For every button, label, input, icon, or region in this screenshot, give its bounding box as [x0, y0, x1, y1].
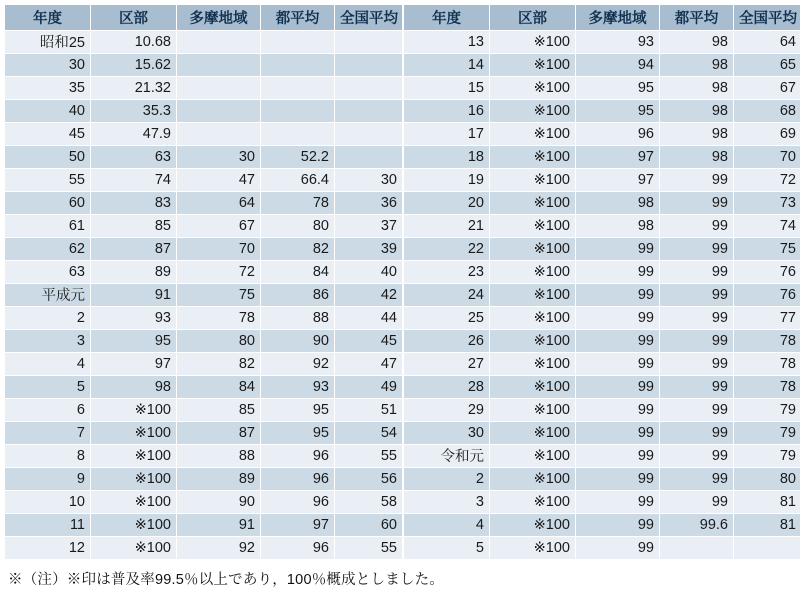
cell-national-avg	[335, 31, 403, 54]
cell-tokyo-avg: 66.4	[261, 169, 335, 192]
cell-tokyo-avg: 98	[660, 77, 734, 100]
cell-national-avg: 54	[335, 422, 403, 445]
cell-year: 8	[5, 445, 91, 468]
table-row	[404, 537, 800, 560]
cell-national-avg	[335, 77, 403, 100]
cell-tama	[177, 77, 261, 100]
cell-ku: ※100	[490, 514, 576, 537]
cell-ku: 95	[91, 330, 177, 353]
cell-year: 24	[404, 284, 490, 307]
table-row	[404, 376, 800, 399]
data-table-right	[403, 4, 800, 560]
cell-tama: 99	[576, 422, 660, 445]
table-row	[5, 31, 403, 54]
cell-ku: ※100	[490, 330, 576, 353]
cell-tokyo-avg: 82	[261, 238, 335, 261]
cell-tokyo-avg: 99	[660, 376, 734, 399]
cell-tokyo-avg: 99	[660, 330, 734, 353]
cell-ku: 85	[91, 215, 177, 238]
cell-ku: 63	[91, 146, 177, 169]
cell-tokyo-avg: 88	[261, 307, 335, 330]
table-row	[5, 353, 403, 376]
cell-year: 11	[5, 514, 91, 537]
table-row	[5, 100, 403, 123]
cell-national-avg: 60	[335, 514, 403, 537]
cell-tama: 99	[576, 330, 660, 353]
cell-tokyo-avg: 92	[261, 353, 335, 376]
cell-tokyo-avg	[261, 123, 335, 146]
table-row	[404, 514, 800, 537]
table-row	[5, 238, 403, 261]
cell-tokyo-avg: 99	[660, 353, 734, 376]
cell-national-avg: 76	[734, 261, 800, 284]
cell-national-avg: 36	[335, 192, 403, 215]
cell-national-avg: 81	[734, 514, 800, 537]
cell-year: 12	[5, 537, 91, 560]
cell-tama: 99	[576, 514, 660, 537]
cell-ku: ※100	[490, 422, 576, 445]
column-header-tokyo-avg: 都平均	[261, 5, 335, 31]
cell-tama: 92	[177, 537, 261, 560]
cell-national-avg: 76	[734, 284, 800, 307]
cell-national-avg: 74	[734, 215, 800, 238]
cell-national-avg: 58	[335, 491, 403, 514]
cell-ku: 47.9	[91, 123, 177, 146]
cell-national-avg: 64	[734, 31, 800, 54]
cell-national-avg	[335, 54, 403, 77]
cell-national-avg: 78	[734, 330, 800, 353]
cell-national-avg: 79	[734, 422, 800, 445]
cell-year: 35	[5, 77, 91, 100]
cell-ku: ※100	[490, 238, 576, 261]
cell-tokyo-avg: 96	[261, 468, 335, 491]
cell-national-avg: 73	[734, 192, 800, 215]
table-row	[404, 54, 800, 77]
cell-year: 平成元	[5, 284, 91, 307]
cell-national-avg: 78	[734, 353, 800, 376]
cell-year: 23	[404, 261, 490, 284]
cell-national-avg: 55	[335, 537, 403, 560]
cell-national-avg: 81	[734, 491, 800, 514]
cell-tokyo-avg: 95	[261, 399, 335, 422]
table-body-left	[5, 31, 403, 560]
cell-tokyo-avg: 97	[261, 514, 335, 537]
cell-tokyo-avg	[261, 54, 335, 77]
cell-ku: ※100	[490, 261, 576, 284]
cell-year: 26	[404, 330, 490, 353]
cell-tama: 67	[177, 215, 261, 238]
cell-year: 5	[404, 537, 490, 560]
cell-ku: 87	[91, 238, 177, 261]
table-row	[404, 192, 800, 215]
cell-tokyo-avg: 99	[660, 491, 734, 514]
cell-tama: 78	[177, 307, 261, 330]
cell-national-avg	[335, 146, 403, 169]
cell-tama: 96	[576, 123, 660, 146]
cell-tokyo-avg: 95	[261, 422, 335, 445]
cell-tokyo-avg: 93	[261, 376, 335, 399]
cell-tama	[177, 123, 261, 146]
table-row	[5, 399, 403, 422]
column-header-year: 年度	[5, 5, 91, 31]
cell-national-avg: 44	[335, 307, 403, 330]
table-row	[404, 169, 800, 192]
cell-national-avg: 75	[734, 238, 800, 261]
cell-year: 45	[5, 123, 91, 146]
table-row	[5, 445, 403, 468]
cell-year: 4	[5, 353, 91, 376]
cell-ku: ※100	[490, 146, 576, 169]
cell-tokyo-avg: 99.6	[660, 514, 734, 537]
cell-tokyo-avg: 99	[660, 169, 734, 192]
cell-national-avg: 80	[734, 468, 800, 491]
cell-tama: 93	[576, 31, 660, 54]
cell-ku: 35.3	[91, 100, 177, 123]
cell-national-avg: 42	[335, 284, 403, 307]
table-row	[5, 261, 403, 284]
table-row	[404, 353, 800, 376]
cell-tokyo-avg: 80	[261, 215, 335, 238]
table-row	[404, 399, 800, 422]
cell-ku: ※100	[490, 491, 576, 514]
cell-ku: ※100	[490, 284, 576, 307]
cell-ku: ※100	[490, 31, 576, 54]
cell-tama: 89	[177, 468, 261, 491]
table-row	[404, 422, 800, 445]
cell-year: 7	[5, 422, 91, 445]
cell-tokyo-avg	[261, 31, 335, 54]
cell-national-avg: 45	[335, 330, 403, 353]
cell-year: 62	[5, 238, 91, 261]
cell-tokyo-avg: 98	[660, 54, 734, 77]
cell-year: 63	[5, 261, 91, 284]
cell-national-avg: 56	[335, 468, 403, 491]
cell-year: 14	[404, 54, 490, 77]
cell-national-avg: 65	[734, 54, 800, 77]
table-row	[404, 77, 800, 100]
cell-national-avg	[335, 123, 403, 146]
cell-tokyo-avg: 99	[660, 284, 734, 307]
cell-ku: 15.62	[91, 54, 177, 77]
cell-ku: 98	[91, 376, 177, 399]
cell-tama: 47	[177, 169, 261, 192]
table-row	[404, 123, 800, 146]
cell-year: 28	[404, 376, 490, 399]
cell-year: 5	[5, 376, 91, 399]
table-row	[404, 468, 800, 491]
cell-ku: ※100	[91, 491, 177, 514]
table-row	[404, 238, 800, 261]
cell-tama: 95	[576, 77, 660, 100]
cell-ku: ※100	[490, 353, 576, 376]
table-row	[5, 468, 403, 491]
cell-year: 30	[404, 422, 490, 445]
cell-ku: 97	[91, 353, 177, 376]
cell-tama: 98	[576, 215, 660, 238]
cell-year: 3	[404, 491, 490, 514]
cell-year: 29	[404, 399, 490, 422]
cell-tama: 80	[177, 330, 261, 353]
cell-ku: 10.68	[91, 31, 177, 54]
cell-national-avg: 39	[335, 238, 403, 261]
cell-ku: 89	[91, 261, 177, 284]
cell-ku: ※100	[490, 169, 576, 192]
cell-tama: 97	[576, 146, 660, 169]
table-row	[404, 491, 800, 514]
table-row	[5, 376, 403, 399]
cell-year: 3	[5, 330, 91, 353]
cell-tokyo-avg: 99	[660, 468, 734, 491]
cell-ku: ※100	[91, 399, 177, 422]
cell-year: 20	[404, 192, 490, 215]
cell-tama: 75	[177, 284, 261, 307]
cell-year: 4	[404, 514, 490, 537]
cell-tokyo-avg: 90	[261, 330, 335, 353]
cell-tama: 64	[177, 192, 261, 215]
table-row	[5, 54, 403, 77]
cell-tama	[177, 54, 261, 77]
column-header-tama: 多摩地域	[177, 5, 261, 31]
table-header-row-right	[404, 5, 800, 31]
cell-year: 18	[404, 146, 490, 169]
cell-tama: 99	[576, 238, 660, 261]
cell-national-avg: 68	[734, 100, 800, 123]
column-header-ku: 区部	[490, 5, 576, 31]
cell-tama: 95	[576, 100, 660, 123]
tables-container	[4, 4, 796, 560]
cell-tama: 98	[576, 192, 660, 215]
table-header-row-left	[5, 5, 403, 31]
cell-national-avg: 70	[734, 146, 800, 169]
cell-national-avg: 51	[335, 399, 403, 422]
cell-ku: ※100	[91, 422, 177, 445]
cell-tokyo-avg: 96	[261, 491, 335, 514]
cell-tokyo-avg: 98	[660, 146, 734, 169]
cell-ku: ※100	[490, 54, 576, 77]
table-row	[404, 284, 800, 307]
cell-tokyo-avg: 96	[261, 537, 335, 560]
table-row	[404, 261, 800, 284]
table-row	[5, 123, 403, 146]
column-header-tokyo-avg: 都平均	[660, 5, 734, 31]
cell-tokyo-avg: 99	[660, 399, 734, 422]
cell-year: 30	[5, 54, 91, 77]
cell-year: 6	[5, 399, 91, 422]
cell-ku: 74	[91, 169, 177, 192]
cell-year: 55	[5, 169, 91, 192]
cell-ku: ※100	[490, 77, 576, 100]
cell-tama: 70	[177, 238, 261, 261]
cell-national-avg	[335, 100, 403, 123]
cell-tokyo-avg: 99	[660, 238, 734, 261]
cell-tokyo-avg: 98	[660, 31, 734, 54]
column-header-ku: 区部	[91, 5, 177, 31]
cell-tama: 99	[576, 537, 660, 560]
cell-year: 2	[404, 468, 490, 491]
table-row	[404, 100, 800, 123]
cell-national-avg: 47	[335, 353, 403, 376]
cell-national-avg: 30	[335, 169, 403, 192]
cell-year: 令和元	[404, 445, 490, 468]
cell-tama: 84	[177, 376, 261, 399]
cell-year: 61	[5, 215, 91, 238]
cell-year: 60	[5, 192, 91, 215]
cell-national-avg: 72	[734, 169, 800, 192]
cell-tama: 99	[576, 353, 660, 376]
cell-tama: 99	[576, 307, 660, 330]
table-row	[5, 77, 403, 100]
table-row	[5, 491, 403, 514]
cell-year: 13	[404, 31, 490, 54]
cell-ku: 83	[91, 192, 177, 215]
cell-tokyo-avg	[660, 537, 734, 560]
table-row	[5, 284, 403, 307]
cell-tama	[177, 100, 261, 123]
cell-year: 9	[5, 468, 91, 491]
cell-tokyo-avg: 99	[660, 192, 734, 215]
cell-tama: 91	[177, 514, 261, 537]
table-row	[404, 31, 800, 54]
cell-national-avg: 79	[734, 445, 800, 468]
cell-tama: 99	[576, 491, 660, 514]
cell-tokyo-avg: 98	[660, 100, 734, 123]
table-row	[5, 422, 403, 445]
table-row	[5, 307, 403, 330]
cell-tama: 99	[576, 376, 660, 399]
cell-year: 17	[404, 123, 490, 146]
cell-tokyo-avg: 99	[660, 422, 734, 445]
cell-ku: ※100	[490, 307, 576, 330]
cell-year: 25	[404, 307, 490, 330]
cell-tama: 88	[177, 445, 261, 468]
cell-ku: ※100	[91, 468, 177, 491]
cell-year: 21	[404, 215, 490, 238]
cell-tama	[177, 31, 261, 54]
cell-ku: ※100	[91, 537, 177, 560]
cell-tama: 30	[177, 146, 261, 169]
table-row	[404, 307, 800, 330]
cell-ku: ※100	[490, 445, 576, 468]
cell-ku: ※100	[91, 445, 177, 468]
table-row	[404, 146, 800, 169]
cell-year: 10	[5, 491, 91, 514]
cell-ku: 93	[91, 307, 177, 330]
cell-tama: 99	[576, 284, 660, 307]
cell-ku: ※100	[490, 192, 576, 215]
cell-tokyo-avg: 78	[261, 192, 335, 215]
cell-tama: 99	[576, 468, 660, 491]
table-row	[5, 537, 403, 560]
table-row	[5, 514, 403, 537]
cell-year: 22	[404, 238, 490, 261]
column-header-year: 年度	[404, 5, 490, 31]
cell-tokyo-avg: 99	[660, 215, 734, 238]
cell-national-avg: 69	[734, 123, 800, 146]
cell-ku: ※100	[490, 100, 576, 123]
cell-national-avg: 79	[734, 399, 800, 422]
cell-tokyo-avg: 84	[261, 261, 335, 284]
cell-year: 15	[404, 77, 490, 100]
cell-ku: ※100	[490, 537, 576, 560]
cell-national-avg: 49	[335, 376, 403, 399]
cell-year: 27	[404, 353, 490, 376]
cell-ku: ※100	[490, 399, 576, 422]
cell-tokyo-avg: 98	[660, 123, 734, 146]
cell-national-avg	[734, 537, 800, 560]
cell-year: 50	[5, 146, 91, 169]
table-row	[404, 445, 800, 468]
cell-year: 16	[404, 100, 490, 123]
cell-national-avg: 77	[734, 307, 800, 330]
cell-ku: 21.32	[91, 77, 177, 100]
table-row	[5, 330, 403, 353]
cell-tokyo-avg: 99	[660, 445, 734, 468]
column-header-national-avg: 全国平均	[335, 5, 403, 31]
cell-tama: 82	[177, 353, 261, 376]
cell-ku: ※100	[490, 376, 576, 399]
cell-year: 40	[5, 100, 91, 123]
cell-tama: 99	[576, 399, 660, 422]
cell-national-avg: 55	[335, 445, 403, 468]
cell-tama: 99	[576, 445, 660, 468]
table-row	[5, 215, 403, 238]
cell-tokyo-avg: 86	[261, 284, 335, 307]
table-row	[404, 215, 800, 238]
table-footnote: ※（注）※印は普及率99.5％以上であり，100％概成としました。	[4, 568, 796, 589]
cell-ku: ※100	[91, 514, 177, 537]
cell-tokyo-avg	[261, 77, 335, 100]
cell-tama: 99	[576, 261, 660, 284]
data-table-left	[4, 4, 403, 560]
cell-year: 19	[404, 169, 490, 192]
cell-national-avg: 67	[734, 77, 800, 100]
cell-year: 2	[5, 307, 91, 330]
cell-tama: 85	[177, 399, 261, 422]
cell-tama: 94	[576, 54, 660, 77]
column-header-tama: 多摩地域	[576, 5, 660, 31]
cell-ku: ※100	[490, 215, 576, 238]
cell-national-avg: 40	[335, 261, 403, 284]
cell-tama: 90	[177, 491, 261, 514]
cell-tokyo-avg: 99	[660, 261, 734, 284]
cell-year: 昭和25	[5, 31, 91, 54]
cell-tokyo-avg	[261, 100, 335, 123]
table-body-right	[404, 31, 800, 560]
cell-tokyo-avg: 96	[261, 445, 335, 468]
table-row	[5, 192, 403, 215]
cell-tama: 72	[177, 261, 261, 284]
cell-national-avg: 78	[734, 376, 800, 399]
cell-tokyo-avg: 52.2	[261, 146, 335, 169]
cell-tokyo-avg: 99	[660, 307, 734, 330]
cell-ku: 91	[91, 284, 177, 307]
column-header-national-avg: 全国平均	[734, 5, 800, 31]
table-row	[404, 330, 800, 353]
table-row	[5, 169, 403, 192]
cell-ku: ※100	[490, 123, 576, 146]
cell-tama: 97	[576, 169, 660, 192]
cell-ku: ※100	[490, 468, 576, 491]
cell-tama: 87	[177, 422, 261, 445]
cell-national-avg: 37	[335, 215, 403, 238]
table-row	[5, 146, 403, 169]
